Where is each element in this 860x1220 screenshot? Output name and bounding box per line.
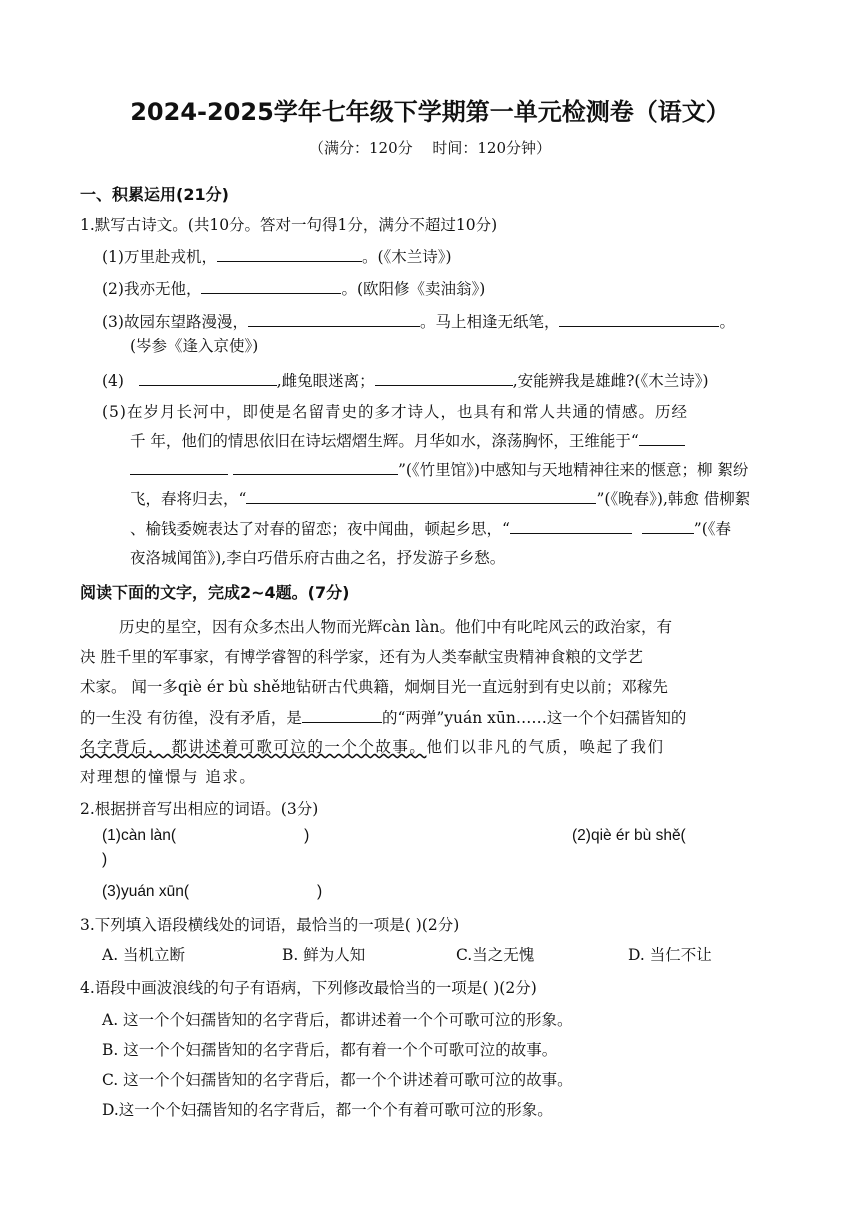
answer-blank[interactable] <box>201 278 341 294</box>
q3-option-c[interactable]: C.当之无愧 <box>456 946 535 964</box>
q2-item2-end: ) <box>102 851 108 868</box>
page-subtitle: （满分：120分 时间：120分钟） <box>308 139 552 157</box>
q2-stem: 2.根据拼音写出相应的词语。(3分) <box>80 800 319 818</box>
q1-part3: (3)故园东望路漫漫， 。马上相逢无纸笔， 。 <box>102 313 735 331</box>
q1-part5-line2: 千 年，他们的情思依旧在诗坛熠熠生辉。月华如水，涤荡胸怀，王维能于“ <box>130 430 685 451</box>
q2-item1: (1)càn làn( ) <box>102 827 310 844</box>
q1-stem: 1.默写古诗文。(共10分。答对一句得1分，满分不超过10分) <box>80 216 498 234</box>
answer-blank[interactable] <box>130 459 228 475</box>
answer-blank[interactable] <box>248 311 420 327</box>
q3-option-a[interactable]: A. 当机立断 <box>102 946 186 964</box>
answer-blank[interactable] <box>233 459 398 475</box>
reading-heading: 阅读下面的文字，完成2~4题。(7分) <box>80 583 350 602</box>
answer-blank[interactable] <box>559 311 719 327</box>
q1-part5-line1: (5)在岁月长河中，即使是名留青史的多才诗人，也具有和常人共通的情感。历经 <box>102 403 688 421</box>
answer-blank[interactable] <box>639 430 685 446</box>
q4-option-b[interactable]: B. 这一个个妇孺皆知的名字背后，都有着一个个可歌可泣的故事。 <box>102 1041 558 1059</box>
answer-blank[interactable] <box>217 246 362 262</box>
q1-part5-line6: 夜洛城闻笛》),李白巧借乐府古曲之名，抒发游子乡愁。 <box>130 549 506 567</box>
q1-part5-line5: 、榆钱委婉表达了对春的留恋；夜中闻曲，顿起乡思，“ ”(《春 <box>130 520 732 538</box>
q1-part3-source: (岑参《逢入京使》) <box>130 337 259 355</box>
q4-option-d[interactable]: D.这一个个妇孺皆知的名字背后，都一个个有着可歌可泣的形象。 <box>102 1101 553 1119</box>
q3-option-d[interactable]: D. 当仁不让 <box>628 946 712 964</box>
q4-stem: 4.语段中画波浪线的句子有语病，下列修改最恰当的一项是( )(2分) <box>80 979 537 997</box>
q1-part4: (4) ,雌兔眼迷离； ,安能辨我是雄雌?(《木兰诗》) <box>102 372 709 390</box>
q3-option-b[interactable]: B. 鲜为人知 <box>282 946 366 964</box>
q2-item3: (3)yuán xūn( ) <box>102 883 323 900</box>
reading-line4: 的一生没 有彷徨，没有矛盾，是 的“两弹”yuán xūn……这一个个妇孺皆知的 <box>80 709 687 727</box>
answer-blank[interactable] <box>139 370 277 386</box>
section-heading: 一、积累运用(21分) <box>80 185 229 204</box>
reading-line6: 对理想的憧憬与 追求。 <box>80 768 257 786</box>
q4-option-c[interactable]: C. 这一个个妇孺皆知的名字背后，都一个个讲述着可歌可泣的故事。 <box>102 1071 573 1089</box>
answer-blank[interactable] <box>510 518 632 534</box>
q1-part2: (2)我亦无他， 。(欧阳修《卖油翁》) <box>102 280 486 298</box>
q1-part1: (1)万里赴戎机， 。(《木兰诗》) <box>102 248 452 266</box>
reading-line2: 决 胜千里的军事家，有博学睿智的科学家，还有为人类奉献宝贵精神食粮的文学艺 <box>80 648 643 666</box>
wavy-sentence: 名字背后， 都讲述着可歌可泣的一个个故事。 <box>80 738 427 756</box>
reading-line3: 术家。 闻一多qiè ér bù shě地钻研古代典籍，炯炯目光一直远射到有史以前；邓稼先 <box>80 678 668 696</box>
reading-line1: 历史的星空，因有众多杰出人物而光辉càn làn。他们中有叱咤风云的政治家，有 <box>119 618 673 636</box>
q4-option-a[interactable]: A. 这一个个妇孺皆知的名字背后，都讲述着一个个可歌可泣的形象。 <box>102 1011 573 1029</box>
answer-blank[interactable] <box>642 518 694 534</box>
q1-part5-line4: 飞，春将归去，“ ”(《晚春》),韩愈 借柳絮 <box>130 490 751 508</box>
reading-line5: 名字背后， 都讲述着可歌可泣的一个个故事。他们以非凡的气质，唤起了我们 <box>80 738 665 756</box>
page-title: 2024-2025学年七年级下学期第一单元检测卷（语文） <box>130 98 730 126</box>
q2-item2: (2)qiè ér bù shě( <box>572 827 686 844</box>
answer-blank[interactable] <box>375 370 513 386</box>
q3-stem: 3.下列填入语段横线处的词语，最恰当的一项是( )(2分) <box>80 916 460 934</box>
answer-blank[interactable] <box>246 488 596 504</box>
q1-part5-line3: ”(《竹里馆》)中感知与天地精神往来的惬意；柳 絮纷 <box>130 459 748 480</box>
answer-blank[interactable] <box>302 707 382 723</box>
